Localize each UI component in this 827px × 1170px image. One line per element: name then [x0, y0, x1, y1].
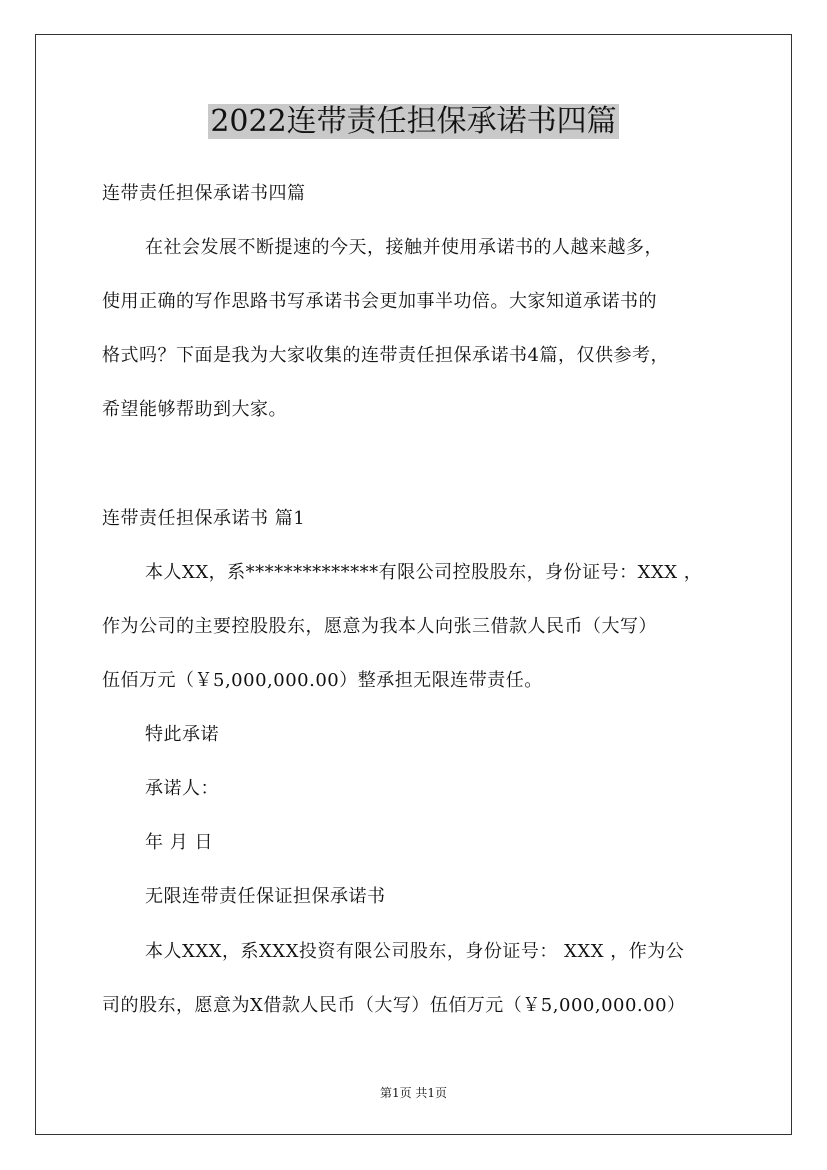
signer-label: 承诺人： [145, 778, 219, 799]
section1-line-3: 伍佰万元（￥5,000,000.00）整承担无限连带责任。 [102, 670, 543, 691]
intro-line-3: 格式吗？下面是我为大家收集的连带责任担保承诺书4篇，仅供参考， [102, 345, 669, 366]
intro-line-1: 在社会发展不断提速的今天，接触并使用承诺书的人越来越多， [145, 237, 663, 258]
section2-subheading: 无限连带责任保证担保承诺书 [145, 886, 386, 907]
page-number-footer: 第1页 共1页 [379, 1086, 448, 1100]
section2-line-2: 司的股东，愿意为X借款人民币（大写）伍佰万元（￥5,000,000.00） [102, 995, 686, 1016]
document-title [0, 102, 827, 142]
intro-line-2: 使用正确的写作思路书写承诺书会更加事半功倍。大家知道承诺书的 [102, 291, 657, 312]
document-subtitle: 连带责任担保承诺书四篇 [102, 183, 306, 204]
section1-line-2: 作为公司的主要控股股东，愿意为我本人向张三借款人民币（大写） [102, 616, 657, 637]
date-label: 年 月 日 [145, 832, 213, 853]
closing-statement: 特此承诺 [145, 724, 219, 745]
section2-line-1: 本人XXX，系XXX投资有限公司股东，身份证号： XXX ，作为公 [145, 941, 685, 962]
section1-heading: 连带责任担保承诺书 篇1 [102, 508, 306, 529]
section1-line-1: 本人XX，系**************有限公司控股股东，身份证号：XXX ， [145, 562, 703, 583]
intro-line-4: 希望能够帮助到大家。 [102, 399, 287, 420]
document-title-text: 2022连带责任担保承诺书四篇 [210, 104, 617, 139]
